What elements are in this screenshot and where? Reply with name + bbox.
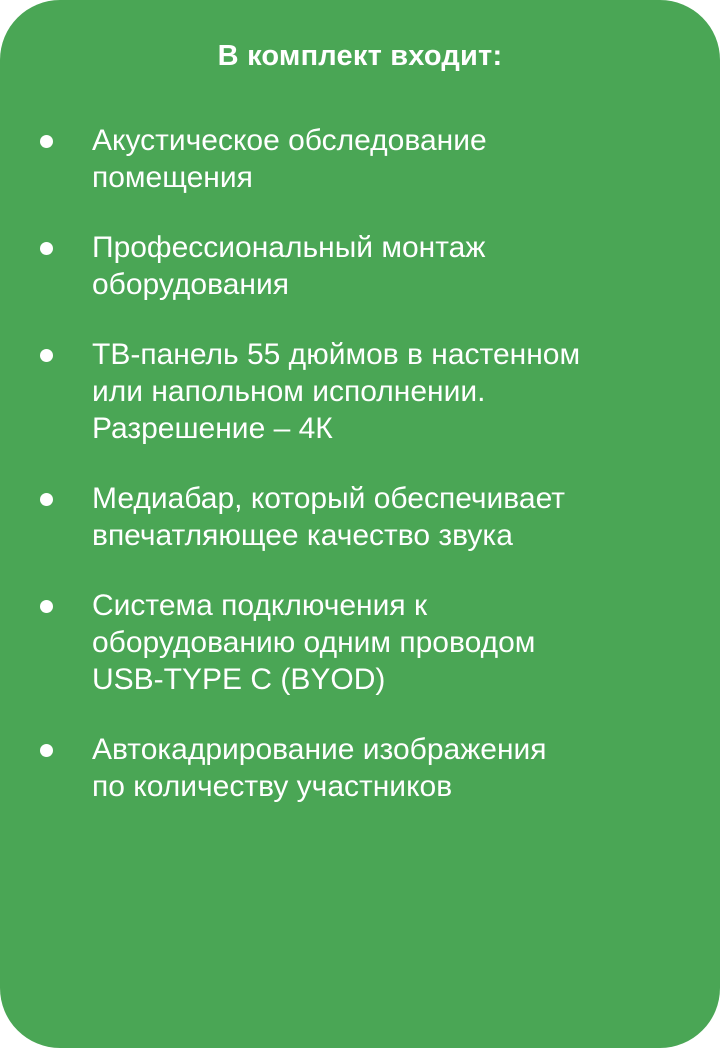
bullet-icon <box>40 242 53 255</box>
item-line: Акустическое обследование <box>92 124 487 157</box>
list-item <box>0 587 720 698</box>
list-item <box>0 229 720 303</box>
item-line: оборудования <box>92 268 289 301</box>
bullet-icon <box>40 135 53 148</box>
item-line: Медиабар, который обеспечивает <box>92 482 565 515</box>
list-item <box>0 122 720 196</box>
item-line: Разрешение – 4К <box>92 412 333 445</box>
bullet-icon <box>40 600 53 613</box>
list-item <box>0 480 720 554</box>
item-line: USB-TYPE C (BYOD) <box>92 663 386 696</box>
item-line: ТВ-панель 55 дюймов в настенном <box>92 338 581 371</box>
list-item <box>0 336 720 447</box>
item-line: оборудованию одним проводом <box>92 626 536 659</box>
item-line: Профессиональный монтаж <box>92 231 486 264</box>
bullet-icon <box>40 493 53 506</box>
item-line: Система подключения к <box>92 589 428 622</box>
item-line: по количеству участников <box>92 770 453 803</box>
card-title: В комплект входит: <box>217 40 503 72</box>
list-item <box>0 731 720 805</box>
item-line: впечатляющее качество звука <box>92 519 513 552</box>
item-line: или напольном исполнении. <box>92 375 486 408</box>
item-line: Автокадрирование изображения <box>92 733 547 766</box>
bullet-icon <box>40 349 53 362</box>
item-line: помещения <box>92 161 253 194</box>
feature-list <box>0 122 720 838</box>
bullet-icon <box>40 744 53 757</box>
